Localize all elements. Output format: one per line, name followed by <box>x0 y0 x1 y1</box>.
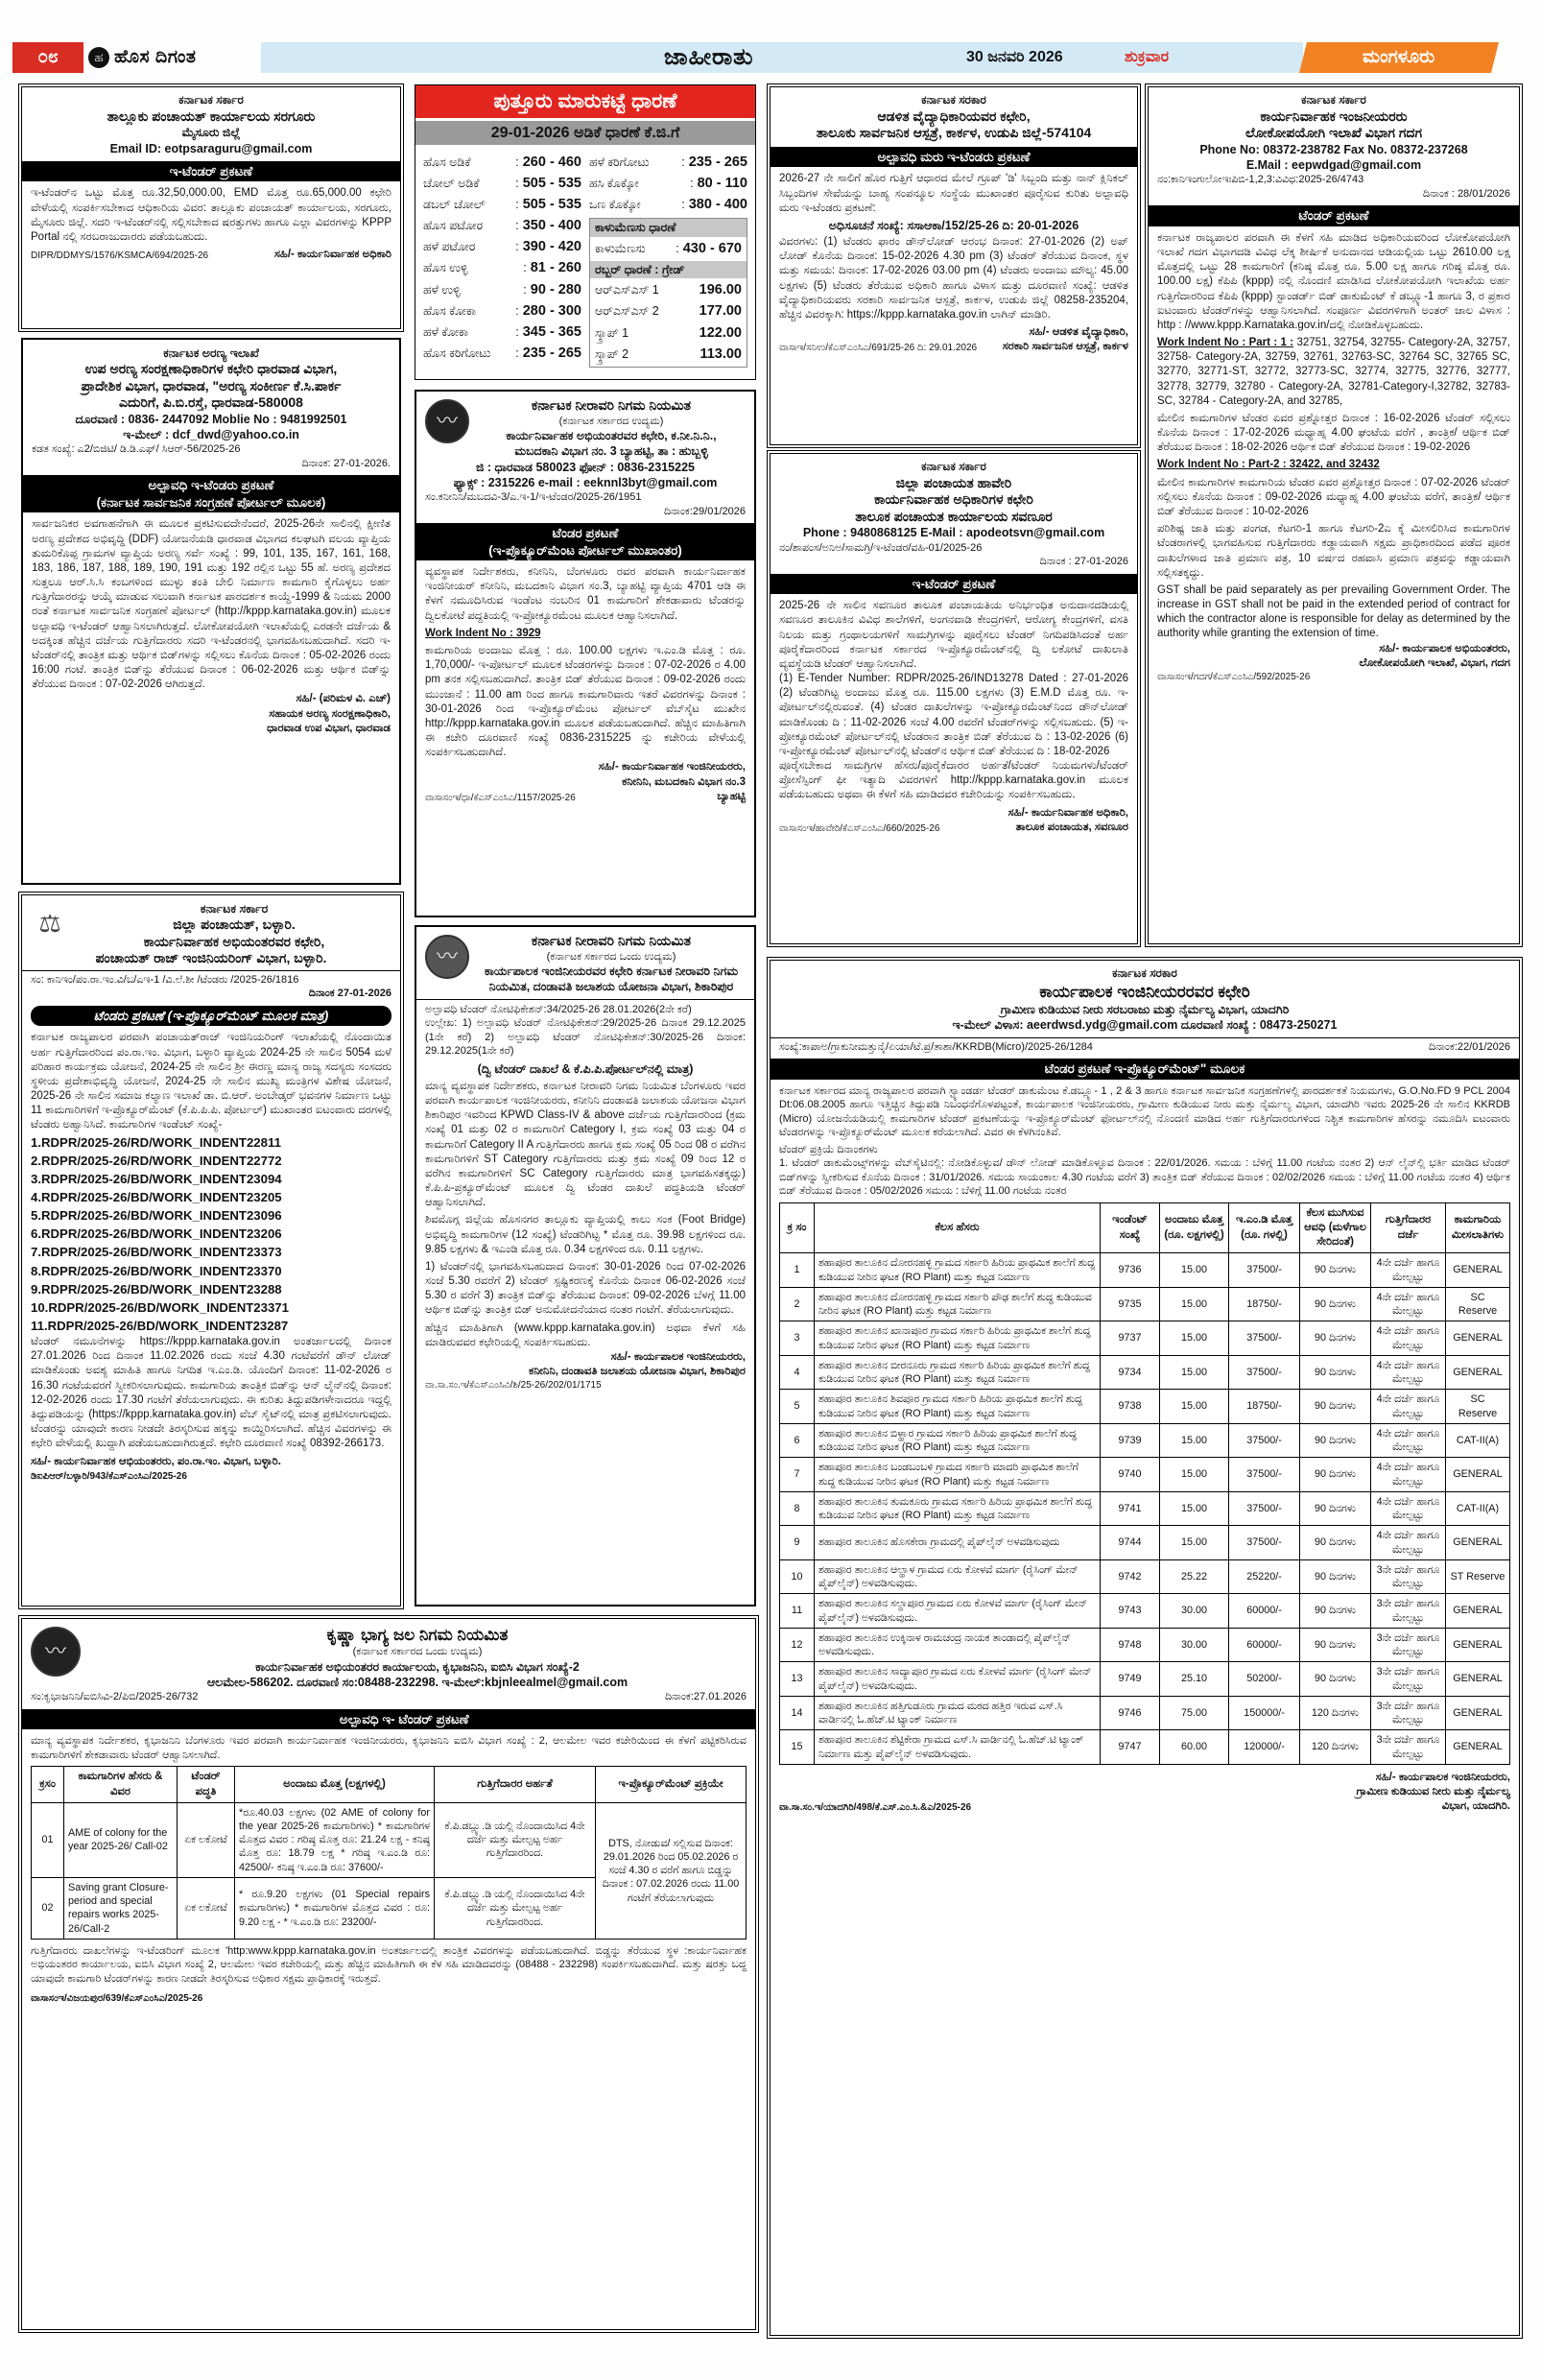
market-row: ಆರ್‌ಎಸ್‌ಎಸ್ 1 196.00 <box>595 282 742 298</box>
market-title: ಪುತ್ತೂರು ಮಾರುಕಟ್ಟೆ ಧಾರಣೆ <box>415 85 755 118</box>
market-row: ಕಾಳುಮೆಣಸು : 430 - 670 <box>590 240 747 258</box>
table-row: 4 ಶಹಾಪೂರ ತಾಲೂಕಿನ ಬೀರನೂರು ಗ್ರಾಮದ ಸರ್ಕಾರಿ ಹಿರಿಯ ಪ್ರಾಥಮಿಕ ಶಾಲೆಗೆ ಶುದ್ಧ ಕುಡಿಯುವ ನೀರಿನ ಘಟಕ (RO Plant) ಮತ್ತು ಕಟ್ಟಡ ನಿರ್ಮಾಣ 9734 15.00 37500/- 90 ದಿನಗಳು 4ನೇ ದರ್ಜೆ ಹಾಗೂ ಮೇಲ್ಪಟ್ಟು GENERAL <box>780 1355 1510 1390</box>
work-indent-item: 8.RDPR/2025-26/BD/WORK_INDENT23370 <box>31 1263 282 1278</box>
work-indent-item: 10.RDPR/2025-26/BD/WORK_INDENT23371 <box>31 1299 289 1315</box>
ref-number2: ವಾ.ಸಾ.ಸಂ.ಇ/ಯಾದಗಿರಿ/498/ಕೆ.ಎಸ್.ಎಂ.ಸಿ.&ಎ/2025-26 <box>779 1802 972 1814</box>
table-row: 7 ಶಹಾಪೂರ ತಾಲೂಕಿನ ಬಂಡಬಂಬಳಿ ಗ್ರಾಮದ ಸರ್ಕಾರಿ ಮಾದರಿ ಪ್ರಾಥಮಿಕ ಶಾಲೆಗೆ ಶುದ್ಧ ಕುಡಿಯುವ ನೀರಿನ ಘಟಕ (RO Plant) ಮತ್ತು ಕಟ್ಟಡ ನಿರ್ಮಾಣ 9740 15.00 37500/- 90 ದಿನಗಳು 4ನೇ ದರ್ಜೆ ಹಾಗೂ ಮೇಲ್ಪಟ್ಟು GENERAL <box>780 1458 1510 1492</box>
pepper-list <box>590 240 747 258</box>
ref-number: ಸಂಖ್ಯೆ:ಕಾಪಾಅ/ಗ್ರಾಕುನೀಮತ್ತುನೈ/ಏಯಾ/ಟೆ.ಪ್ರ/ತಾಶಾ/KKRDB(Micro)/2025-26/1284 <box>779 1040 1093 1053</box>
ref-number: ನಂ/ಶಾಪಂಸ/ಅನಿಅ/ಸಾಮಗ್ರಿ/ಇ-ಟೆಂಡರ/ವಹಿ-01/2025-26 <box>779 541 983 554</box>
header-strip <box>261 42 1303 73</box>
ad-title2: ಕಾರ್ಯನಿರ್ವಾಹಕ ಅಧಿಕಾರಿಗಳ ಕಛೇರಿ <box>874 491 1033 508</box>
ref-number2: ವಾಸಾಸಂಇ/ಗದಗ/ಕೆಎಸ್‌ಎಂಸಿಎ/592/2025-26 <box>1157 671 1311 682</box>
rubber-list <box>590 281 747 364</box>
work-indent-line: Work Indent No : 3929 <box>425 627 541 639</box>
ad-title2: ಕಾರ್ಯನಿರ್ವಾಹಕ ಅಭಿಯಂತರವರ ಕಛೇರಿ, <box>143 933 325 949</box>
ad-subtitle: (ಕರ್ನಾಟಕ ಸರ್ಕಾರದ ಒಂದು ಉದ್ಯಮ) <box>352 1646 483 1658</box>
office-line: ಕಾರ್ಯನಿರ್ವಾಹಕ ಅಭಿಯಂತರರ ಕಾರ್ಯಾಲಯ, ಕೃಭಾಜನಿನಿ, ಐಬಿಸಿ ವಿಭಾಗ ಸಂಖ್ಯೆ-2 <box>255 1659 580 1674</box>
notification-line: ಅಲ್ಪಾವಧಿ ಟೆಂಡರ್ ನೋಟಿಫಿಕೇಶನ್:34/2025-26 28.01.2026(2ನೇ ಕರೆ) <box>416 999 754 1017</box>
ad-kbjnl-almel <box>21 1618 756 2330</box>
market-subtitle: 29-01-2026 ಅಡಿಕೆ ಧಾರಣೆ ಕೆ.ಜಿ.ಗೆ <box>415 121 755 145</box>
work-indent-item: 1.RDPR/2025-26/RD/WORK_INDENT22811 <box>31 1134 281 1150</box>
table-row: 6 ಶಹಾಪೂರ ತಾಲೂಕಿನ ಬಿಳ್ಹಾರ ಗ್ರಾಮದ ಸರ್ಕಾರಿ ಹಿರಿಯ ಪ್ರಾಥಮಿಕ ಶಾಲೆಗೆ ಶುದ್ಧ ಕುಡಿಯುವ ನೀರಿನ ಘಟಕ (RO Plant) ಮತ್ತು ಕಟ್ಟಡ ನಿರ್ಮಾಣ 9739 15.00 37500/- 90 ದಿನಗಳು 4ನೇ ದರ್ಜೆ ಹಾಗೂ ಮೇಲ್ಪಟ್ಟು CAT-II(A) <box>780 1423 1510 1458</box>
address-line2: ಜಿ : ಧಾರವಾಡ 580023 ಫೋನ್ : 0836-2315225 <box>476 460 695 474</box>
notice-bar: ಟೆಂಡರ ಪ್ರಕಟಣೆ (ಇ-ಪ್ರೊಕ್ಯೂರ್‌ಮೆಂಟ ಪೋರ್ಟಲ್ ಮುಖಾಂತರ) <box>416 523 754 560</box>
ad-title: ಕರ್ನಾಟಕ ನೀರಾವರಿ ನಿಗಮ ನಿಯಮಿತ <box>531 933 692 948</box>
ref-number: ವಾಸಾಇ/ಸನಿಉ/ಕೆಎಸ್‌ಎಂಸಿಎ/691/25-26 ದಿ: 29.01.2026 <box>779 343 978 354</box>
ad-forest-dept-dharwad <box>21 338 401 885</box>
ad-title1: ಕಾರ್ಯನಿರ್ವಾಹಕ ಇಂಜನೀಯರರು <box>1260 107 1408 124</box>
work-indent-item: 9.RDPR/2025-26/BD/WORK_INDENT23288 <box>31 1281 282 1297</box>
signature: ಸಹಿ/- ಕಾರ್ಯನಿರ್ವಾಹಕ ಅಧಿಕಾರಿ <box>273 249 391 261</box>
process-title: ಟೆಂಡರ್ ಪ್ರಕ್ರಿಯೆ ದಿನಾಂಕಗಳು <box>779 1143 878 1155</box>
ad-body1: 2025-26 ನೇ ಸಾಲಿನ ಸವಣೂರ ತಾಲೂಕ ಪಂಚಾಯತಿಯ ಅನಿರ್ಭಂಧಿತ ಅನುದಾನದಡಿಯಲ್ಲಿ ಸವಣೂರ ತಾಲೂಕಿನ ವಿವಿಧ ಶಾಲೆಗಳಿಗೆ, ಅಂಗನವಾಡಿ ಕೇಂದ್ರಗಳಿಗೆ, ಆರೋಗ್ಯ ಕೇಂದ್ರಗಳಿಗೆ, ವಸತಿ ನಿಲಯ ಮತ್ತು ಗ್ರಂಥಾಲಯಗಳಿಗೆ ಸಾಮಗ್ರಿಗಳನ್ನು ಪೂರೈಸಲು ಟೆಂಡರ್ ನಿಗದಿಪಡಿಸಿದಂತೆ ಅರ್ಹ ಪೂರೈಕೆದಾರರಿಂದ ಕರ್ನಾಟಕ ಸರ್ಕಾರದ ಇ-ಪ್ರೊಕ್ಯೂರಮೆಂಟ್‌ನಲ್ಲಿ ದ್ವಿ ಲಕೋಟೆ ದಾಖಲಾತಿ ವ್ಯವಸ್ಥೆಯಡಿ ಟೆಂಡರ್ ಆಹ್ವಾನಿಸಲಾಗಿದೆ. <box>779 600 1128 670</box>
ref-number2: ವಾಸಾಸಂಇ/ವಿಜಯಪುರ/639/ಕೆಎಸ್‌ಎಂಸಿಎ/2025-26 <box>31 1992 203 2004</box>
ad-saragur-taluk-panchayat <box>21 86 401 329</box>
address-line1: ಮಬದಕಾನಿ ವಿಭಾಗ ನಂ. 3 ಬ್ಯಾಹಟ್ಟಿ, ತಾ : ಹುಬ್ಬಳ್ಳಿ <box>514 444 708 459</box>
market-row: ಒಣ ಕೊಕ್ಕೋ : 380 - 400 <box>589 196 747 214</box>
market-row: ಡಬಲ್ ಚೋಲ್ : 505 - 535 <box>423 196 581 214</box>
ad-title2: ಗ್ರಾಮೀಣ ಕುಡಿಯುವ ನೀರು ಸರಬರಾಜು ಮತ್ತು ನೈರ್ಮಲ್ಯ ವಿಭಾಗ, ಯಾದಗಿರಿ <box>1000 1003 1290 1017</box>
work-indent-item: 11.RDPR/2025-26/BD/WORK_INDENT23287 <box>31 1318 289 1333</box>
ref-number: DIPR/DDMYS/1576/KSMCA/694/2025-26 <box>31 250 209 262</box>
table-row: 5 ಶಹಾಪೂರ ತಾಲೂಕಿನ ಶಿವಪೂರ ಗ್ರಾಮದ ಸರ್ಕಾರಿ ಹಿರಿಯ ಪ್ರಾಥಮಿಕ ಶಾಲೆಗೆ ಶುದ್ಧ ಕುಡಿಯುವ ನೀರಿನ ಘಟಕ (RO Plant) ಮತ್ತು ಕಟ್ಟಡ ನಿರ್ಮಾಣ 9738 15.00 18750/- 90 ದಿನಗಳು 4ನೇ ದರ್ಜೆ ಹಾಗೂ ಮೇಲ್ಪಟ್ಟು SC Reserve <box>780 1390 1510 1424</box>
ref-number3: ವಾ.ಸಾ.ಸಂ.ಇ/ಕೆಎಸ್‌ಎಂಸಿವಿ/ಶಿ/25-26/202/01/1715 <box>425 1380 602 1392</box>
ad-body2: ಪರಿಶಿಷ್ಟ ಜಾತಿ ಮತ್ತು ಪಂಗಡ, ಕೆಟಗರಿ-1 ಹಾಗೂ ಕೆಟಗರಿ-2ಎ ಕ್ಕೆ ಮೀಸಲಿರಿಸಿದ ಕಾಮಗಾರಿಗಳ ಟೆಂಡರಾಗಳಲ್ಲಿ ಭಾಗವಹಿಸುವ ಗುತ್ತಿಗೆದಾರರು ಕಡ್ಡಾಯವಾಗಿ ಸಕ್ಷಮ ಪ್ರಾಧಿಕಾರದಿಂದ ಪಡೆದ ಪೂರಕ ದಾಖಲೆಗಳಾದ ಜಾತಿ ಪ್ರಮಾಣ ಪತ್ರ, 10 ವರ್ಷದ ರಹವಾಸಿ ಪ್ರಮಾಣ ಪತ್ರವನ್ನು ಕಡ್ಡಾಯವಾಗಿ ಸಲ್ಲಿಸತಕ್ಕದ್ದು. <box>1157 523 1510 579</box>
ad-taluk-panchayat-savanur <box>770 453 1138 944</box>
ad-title1: ಜಿಲ್ಲಾ ಪಂಚಾಯತ ಹಾವೇರಿ <box>895 474 1012 490</box>
email-line: Email ID: eotpsaraguru@gmail.com <box>109 141 313 155</box>
table-row: 2 ಶಹಾಪೂರ ತಾಲೂಕಿನ ದೋರನಹಳ್ಳಿ ಗ್ರಾಮದ ಸರ್ಕಾರಿ ಪೌಢ ಶಾಲೆಗೆ ಶುದ್ಧ ಕುಡಿಯುವ ನೀರಿನ ಘಟಕ (RO Plant) ಮತ್ತು ಕಟ್ಟಡ ನಿರ್ಮಾಣ 9735 15.00 18750/- 90 ದಿನಗಳು 4ನೇ ದರ್ಜೆ ಹಾಗೂ ಮೇಲ್ಪಟ್ಟು SC Reserve <box>780 1287 1510 1321</box>
ad-rdwsd-yadgir <box>770 960 1520 2336</box>
work-indent-item: 3.RDPR/2025-26/BD/WORK_INDENT23094 <box>31 1171 282 1186</box>
section-title: ಜಾಹೀರಾತು <box>664 44 754 70</box>
ad-title: ಕರ್ನಾಟಕ ನೀರಾವರಿ ನಿಗಮ ನಿಯಮಿತ <box>531 397 692 413</box>
signature: ಸಹಿ/- ಕಾರ್ಯಪಾಲಕ ಇಂಜಿನೀಯರರು, ಗ್ರಾಮೀಣ ಕುಡಿಯುವ ನೀರು ಮತ್ತು ನೈರ್ಮಲ್ಯ ವಿಭಾಗ, ಯಾದಗಿರಿ. <box>1356 1771 1510 1813</box>
karnataka-emblem-icon: ⚖ <box>38 908 61 938</box>
ad-title: ತಾಲ್ಲೂಕು ಪಂಚಾಯತ್ ಕಾರ್ಯಾಲಯ ಸರಗೂರು <box>107 107 316 124</box>
email-line: ಇ-ಮೇಲ್ ವಿಳಾಸ: aeerdwsd.ydg@gmail.com ದೂರವಾಣಿ ಸಂಖ್ಯೆ : 08473-250271 <box>952 1018 1338 1033</box>
market-row: ಸ್ಕ್ರಾಪ್ 1 122.00 <box>595 324 742 341</box>
phone-line: ದೂರವಾಣಿ : 0836- 2447092 Moblie No : 9481992501 <box>75 412 347 426</box>
email-line: E.Mail : eepwdgad@gmail.com <box>1245 158 1422 173</box>
work-indent-item: 6.RDPR/2025-26/BD/WORK_INDENT23206 <box>31 1226 282 1242</box>
works-table <box>779 1202 1510 1765</box>
ad-subtitle: ಮೈಸೂರು ಜಿಲ್ಲೆ <box>181 126 241 140</box>
date-line: ದಿನಾಂಕ:22/01/2026 <box>1428 1040 1510 1053</box>
ref-number2: ವಾಸಾಸಂಇ/ಹಾವೇರಿ/ಕೆಎಸ್‌ಎಂಸಿಎ/660/2025-26 <box>779 822 940 834</box>
market-row: ಹೊಸ ಪಟೋರ : 350 - 400 <box>423 217 581 235</box>
ad-puttur-market-rates <box>415 84 756 380</box>
ref-number2: ಡಿಐಪಿಆರ್/ಬಳ್ಳಾರಿ/943/ಕೆಎಸ್‌ಎಂಸಿಎ/2025-26 <box>31 1470 187 1482</box>
govt-line: ಕರ್ನಾಟಕ ಸರಕಾರ <box>921 93 986 107</box>
issue-day: ಶುಕ್ರವಾರ <box>1125 49 1170 65</box>
market-row: ಆರ್‌ಎಸ್‌ಎಸ್ 2 177.00 <box>595 303 742 320</box>
works-table <box>31 1766 747 1940</box>
gst-note: GST shall be paid separately as per prevailing Government Order. The increase in GST shall not be paid in the extended period of contract for which the contractor alone is responsible for delay as determined by the authority while granting the extension of time. <box>1157 583 1510 640</box>
ad-intro: ಮಾನ್ಯ ವ್ಯವಸ್ಥಾಪಕ ನಿರ್ದೇಶಕರ, ಕೃಭಾಜನಿನಿ ಬೆಂಗಳೂರು ಇವರ ಪರವಾಗಿ ಕಾರ್ಯನಿರ್ವಾಹಕ ಇಂಜಿನೀಯರರು, ಕೃಭಾಜನಿನಿ ಐಬಿಸಿ ವಿಭಾಗ ಸಂಖ್ಯೆ : 2, ಆಲಮೇಲ ಇವರ ಕಚೇರಿಯಿಂದ ಈ ಕೆಳಗೆ ಪಟ್ಟಿಕರಿಸಿರುವ ಕಾಮಗಾರಿಗಳಿಗೆ ಶೇಕಡಾವಾರು ಟೆಂಡರ್ ಆಹ್ವಾನಿಸಲಾಗಿದೆ. <box>31 1735 747 1761</box>
market-row: ಹೊಸ ಉಳ್ಳಿ : 81 - 260 <box>423 259 581 277</box>
date-line: ದಿನಾಂಕ : 28/01/2026 <box>1422 187 1510 200</box>
knnl-logo-icon: 〰 <box>425 399 469 443</box>
page-number: ೦೮ <box>12 42 83 73</box>
market-row: ಹಳೆ ಉಳ್ಳಿ : 90 - 280 <box>423 281 581 299</box>
ref-number: ಸಂ:ಕೃಭಾಜನಿನಿ/ಐಬಿಸಿವಿ-2/ಪಿಬಿ/2025-26/732 <box>31 1691 199 1703</box>
ad-title: ಕೃಷ್ಣಾ ಭಾಗ್ಯ ಜಲ ನಿಗಮ ನಿಯಮಿತ <box>326 1626 509 1644</box>
date-line: ದಿನಾಂಕ: 27-01-2026. <box>301 457 391 469</box>
signature: ಸಹಿ/- ಕಾರ್ಯಪಾಲಕ ಇಂಜಿನೀಯರರು, ಕನೀನಿನಿ, ದಂಡಾವತಿ ಜಲಾಶಯ ಯೋಜನಾ ವಿಭಾಗ, ಶಿಕಾರಿಪುರ <box>529 1350 746 1378</box>
fax-email-line: ಫ್ಯಾಕ್ಸ್ : 2315226 e-mail : eeknnl3byt@gmail.com <box>453 475 718 489</box>
pepper-box <box>589 218 747 368</box>
address-line: ಆಲಮೇಲ-586202. ದೂರವಾಣಿ ಸಂ:08488-232298. ಇ-ಮೇಲ್:kbjnleealmel@gmail.com <box>206 1676 628 1690</box>
ad-body3: ಪೂರೈಸಬೇಕಾದ ಸಾಮಗ್ರಿಗಳ ಹೆಸರು/ಪೂರೈಕೆದಾರರ ಅರ್ಹತೆ/ಟೆಂಡರ್ ನಿಯಮಗಳು/ಟೆಂಡರ್ ಪ್ರೋಸೆಸ್ಸಿಂಗ್ ಫೀ ಇತ್ಯಾದಿ ವಿವರಗಳಿಗೆ http://kppp.karnataka.gov.in ಮೂಲಕ ಪಡೆಯಬಹುದು ಅಥವಾ ಈ ಕೆಳಗೆ ಸಹಿ ಮಾಡಿದವರ ಕಚೇರಿಯನ್ನು ಸಂಪರ್ಕಿಸಬಹುದು. <box>779 760 1128 801</box>
notice-bar: ಟೆಂಡರ್ ಪ್ರಕಟಣೆ <box>1149 205 1519 226</box>
ad-body2: ವಿವರಗಳು: (1) ಟೆಂಡರು ಫಾರಂ ಡೌನ್‌ಲೋಡ್ ಆರಂಭ ದಿನಾಂಕ: 27-01-2026 (2) ಅಪ್ ಲೋಡ್ ಕೊನೆಯ ದಿನಾಂಕ: 15-02-2026 4.30 pm (3) ಟೆಂಡರ್ ತೆರೆಯುವ ದಿನಾಂಕ, ಸ್ಥಳ ಮತ್ತು ಸಮಯ: ದಿನಾಂಕ: 17-02-2026 03.00 pm (4) ಟೆಂಡರು ಅಂದಾಜು ಮೌಲ್ಯ: 45.00 ಲಕ್ಷಗಳು (5) ಟೆಂಡರು ತೆರೆಯುವ ಅಧಿಕಾರಿ ಹಾಗೂ ವಿಳಾಸ ಮತ್ತು ದೂರವಾಣಿ ಸಂಖ್ಯೆ: ಆಡಳಿತ ವೈದ್ಯಾಧಿಕಾರಿಯವರು ಸರಕಾರಿ ಸಾರ್ವಜನಿಕ ಆಸ್ಪತ್ರೆ, ಕಾರ್ಕಳ, ಉಡುಪಿ ಜಿಲ್ಲೆ 08258-235204, ಹೆಚ್ಚಿನ ವಿವರಕ್ಕಾಗಿ: https://kppp.karnataka.gov.in ಲಾಗಿನ್ ಮಾಡಿರಿ. <box>779 236 1128 321</box>
notice-bar: ಇ-ಟೆಂಡರ್ ಪ್ರಕಟಣೆ <box>22 161 400 182</box>
market-left-list <box>423 151 581 368</box>
table-row: 14 ಶಹಾಪೂರ ತಾಲೂಕಿನ ಹತ್ತಿಗುಡೂರು ಗ್ರಾಮದ ಮಠದ ಹತ್ತಿರ ಇರುವ ಎಸ್.ಸಿ ವಾರ್ಡಿನಲ್ಲಿ ಓ.ಹೆಚ್.ಟಿ ಟ್ಯಾಂಕ್ ನಿರ್ಮಾಣ 9746 75.00 150000/- 120 ದಿನಗಳು 3ನೇ ದರ್ಜೆ ಹಾಗೂ ಮೇಲ್ಪಟ್ಟು GENERAL <box>780 1696 1510 1730</box>
work-indent-item: 2.RDPR/2025-26/RD/WORK_INDENT22772 <box>31 1153 282 1168</box>
ad-pwd-gadag <box>1148 86 1520 944</box>
signature: ಸಹಿ/- ಕಾರ್ಯನಿರ್ವಾಹಕ ಇಂಜಿನೀಯರರು, ಕನೀನಿನಿ, ಮಬದಕಾನಿ ವಿಭಾಗ ನಂ.3 <box>598 761 746 788</box>
work-indent-part2: Work Indent No : Part-2 : 32422, and 32432 <box>1157 459 1380 471</box>
market-row: ಹೊಸ ಕೋಕಾ : 280 - 300 <box>423 302 581 321</box>
market-right-list <box>589 154 747 214</box>
ad-subtitle: (ಕರ್ನಾಟಕ ಸರ್ಕಾರದ ಒಂದು ಉದ್ಯಮ) <box>546 950 676 963</box>
ad-body: ಸಾರ್ವಜನಿಕರ ಅವಗಾಹನೆಗಾಗಿ ಈ ಮೂಲಕ ಪ್ರಕಟಿಸುವದೇನೆಂದರೆ, 2025-26ನೇ ಸಾಲಿನಲ್ಲಿ ಕ್ಷೀಣಿತ ಅರಣ್ಯ ಪ್ರದೇಶದ ಅಭಿವೃದ್ಧಿ (DDF) ಯೋಜನೆಯಡಿ ಧಾರವಾಡ ವಿಭಾಗದ ಕಲಘಟಗಿ ವಲಯ ವ್ಯಾಪ್ತಿಯ ತುಮರಿಕೊಪ್ಪ ಗ್ರಾಮಗಳ ವ್ಯಾಪ್ತಿಯ ಅರಣ್ಯ ಸರ್ವೆ ಸಂಖ್ಯೆ : 99, 101, 135, 167, 161, 168, 183, 186, 187, 188, 189, 190, 191 ಮತ್ತು 192 ರಲ್ಲಿನ ಒಟ್ಟು 55 ಹೆ. ಅರಣ್ಯ ಪ್ರದೇಶದ ಸುತ್ತಲೂ ಆರ್.ಸಿ.ಸಿ ಕಂಬಗಳಿಂದ ಮುಳ್ಳು ತಂತಿ ಬೇಲಿ ನಿರ್ಮಾಣ ಕಾಮಗಾರಿ ಕೈಗೊಳ್ಳಲು ಅರ್ಹ ಗುತ್ತಿಗೆದಾರರನ್ನು ಆಯ್ಕೆ ಮಾಡುವ ಸಲುವಾಗಿ ಕರ್ನಾಟಕ ಪಾರದರ್ಶಕ ಕಾಯ್ದೆ-1999 & ನಿಯಮ 2000 ರಂತೆ ಕರ್ನಾಟಕ ಸಾರ್ವಜನಿಕ ಸಂಗ್ರಹಣೆ ಪೋರ್ಟಲ್ (http://kppp.karnataka.gov.in) ಮೂಲಕ ಅಲ್ಪಾವಧಿ ಇ-ಟೆಂಡರ್ ಆಹ್ವಾನಿಸಲಾಗಿರುತ್ತದೆ. ಲೋಕೋಪಯೋಗಿ ಇಲಾಖೆಯಲ್ಲಿ ಎರಡನೇ ದರ್ಜೆಯ & ಅದಕ್ಕಿಂತ ಹೆಚ್ಚಿನ ದರ್ಜೆಯ ಗುತ್ತಿಗೆದಾರರು ಸದರಿ ಇ-ಟೆಂಡರನಲ್ಲಿ ಭಾಗವಹಿಸಬಹುದಾಗಿದೆ. ಸದರಿ ಇ-ಟೆಂಡರ್‌ನಲ್ಲಿ ತಾಂತ್ರಿಕ ಮತ್ತು ಆರ್ಥಿಕ ಬಿಡ್‌ಗಳನ್ನು ಸಲ್ಲಿಸಲು ಕೊನೆಯ ದಿನಾಂಕ : 05-02-2026 ರಂದು 16:00 ಗಂಟೆ. ತಾಂತ್ರಿಕ ಬಿಡ್‌ನ್ನು ತೆರೆಯುವ ದಿನಾಂಕ : 06-02-2026 ಮತ್ತು ಆರ್ಥಿಕ ಬಿಡ್‌ನ್ನು ತೆರೆಯುವ ದಿನಾಂಕ : 07-02-2026 ಆಗಿರುತ್ತದೆ. <box>32 518 391 691</box>
market-row: ಸ್ಕ್ರಾಪ್ 2 113.00 <box>595 345 742 362</box>
table-row: 1 ಶಹಾಪೂರ ತಾಲೂಕಿನ ದೋರನಹಳ್ಳಿ ಗ್ರಾಮದ ಸರ್ಕಾರಿ ಹಿರಿಯ ಪ್ರಾಥಮಿಕ ಶಾಲೆಗೆ ಶುದ್ಧ ಕುಡಿಯುವ ನೀರಿನ ಘಟಕ (RO Plant) ಮತ್ತು ಕಟ್ಟಡ ನಿರ್ಮಾಣ 9736 15.00 37500/- 90 ದಿನಗಳು 4ನೇ ದರ್ಜೆ ಹಾಗೂ ಮೇಲ್ಪಟ್ಟು GENERAL <box>780 1253 1510 1288</box>
works-table-body <box>780 1253 1510 1765</box>
ref-number: ಸಂ: ಕಾನಿಇಂ/ಪಂ.ರಾ.ಇಂ.ವಿ/ಬ/ಎಇ-1 /ವಿ.ಲೆ.ಶೀ /ಟೆಂಡರು /2025-26/1816 <box>22 970 400 988</box>
table-row: 02 Saving grant Closure-period and special repairs works 2025-26/Call-2 ಏಕ ಲಕೋಟೆ * ರೂ.9.20 ಲಕ್ಷಗಳು (01 Special repairs ಕಾಮಗಾರಿಗಳು) * ಕಾಮಗಾರಿಗಳ ಮೊತ್ತದ ವಿವರ : ರೂ: 9.20 ಲಕ್ಷ - * ಇ.ಎಂ.ಡಿ ರೂ: 23200/- ಕೆ.ಪಿ.ಡಬ್ಲ್ಯು.ಡಿ ಯಲ್ಲಿ ನೊಂದಾಯಿಸಿದ 4ನೇ ದರ್ಜೆ ಮತ್ತು ಮೇಲ್ಪಟ್ಟ ಅರ್ಹ ಗುತ್ತಿಗೆದಾರರಿಂದ. <box>32 1877 747 1939</box>
ad-footer: ಗುತ್ತಿಗೆದಾರರು ದಾಖಲೆಗಳನ್ನು ಇ-ಟೆಂಡರಿಂಗ್ ಮೂಲಕ 'http:www.kppp.karnataka.gov.in ಅಂತರ್ಜಾಲದಲ್ಲಿ ತಾಂತ್ರಿಕ ವಿವರಗಳನ್ನು ಪಡೆಯಬಹುದಾಗಿದೆ. ಬಿಡ್ಡನ್ನು ತೆರೆಯುವ ಸ್ಥಳ :ಕಾರ್ಯನಿರ್ವಾಹಕ ಅಭಿಯಂತರರ ಕಾರ್ಯಾಲಯ, ಐಬಿಸಿ ವಿಭಾಗ ಸಂಖ್ಯೆ 2, ಆಲಮೇಲ ಇವರ ಕಚೇರಿಯಲ್ಲಿ ಮತ್ತು ಹೆಚ್ಚಿನ ಮಾಹಿತಿಗಾಗಿ ಈ ಕೆಳ ಸಹಿ ಮಾಡಿದವರನ್ನು (08488 - 232298) ಸಂಪರ್ಕಿಸಬಹುದಾಗಿದೆ. ಮತ್ತು ಷರತ್ತು ಬದ್ಧ ಯಾವುದೇ ಕಾಮಗಾರಿ ಟೆಂಡರ್‌ಗಳನ್ನು ಕಾರಣ ನೀಡದೇ ತಿರಸ್ಕರಿಸುವ ಅಧಿಕಾರ ಸಕ್ಷಮ ಪ್ರಾಧಿಕಾರಕ್ಕೆ ಇರುತ್ತದೆ. <box>31 1944 747 1985</box>
market-row: ಹಸಿ ಕೊಕ್ಕೋ : 80 - 110 <box>589 175 747 193</box>
ad-body1: 2026-27 ನೇ ಸಾಲಿಗೆ ಹೊರ ಗುತ್ತಿಗೆ ಆಧಾರದ ಮೇಲೆ ಗ್ರೂಪ್ 'ಡಿ' ಸಿಬ್ಬಂದಿ ಮತ್ತು ನಾನ್ ಕ್ಲಿನಿಕಲ್ ಸಿಬ್ಬಂದಿಗಳ ಸೇವೆಯನ್ನು ಬಾಹ್ಯ ಸಂಪನ್ಮೂಲ ಸಂಸ್ಥೆಯ ಮುಖಾಂತರ ಪೂರೈಸುವ ಕುರಿತು ಅಲ್ಪಾವಧಿ ಮರು ಇ-ಟೆಂಡರು ಪ್ರಕಟಣೆ: <box>779 173 1128 214</box>
office-line1: ಕಾರ್ಯಪಾಲಕ ಇಂಜಿನೀಯರವರ ಕಛೇರಿ ಕರ್ನಾಟಕ ನೀರಾವರಿ ನಿಗಮ <box>484 964 739 979</box>
table-row: 01 AME of colony for the year 2025-26/ Call-02 ಏಕ ಲಕೋಟೆ *ರೂ.40.03 ಲಕ್ಷಗಳು (02 AME of colony for the year 2025-26 ಕಾಮಗಾರಿಗಳು) * ಕಾಮಗಾರಿಗಳ ಮೊತ್ತದ ವಿವರ : ಗರಿಷ್ಠ ಮೊತ್ತ ರೂ: 21.24 ಲಕ್ಷ - ಕನಿಷ್ಠ ಮೊತ್ತ ರೂ: 18.79 ಲಕ್ಷ * ಗರಿಷ್ಠ ಇ.ಎಂ.ಡಿ ರೂ: 42500/- ಕನಿಷ್ಠ ಇ.ಎಂ.ಡಿ ರೂ: 37600/- ಕೆ.ಪಿ.ಡಬ್ಲ್ಯು.ಡಿ ಯಲ್ಲಿ ನೊಂದಾಯಿಸಿದ 4ನೇ ದರ್ಜೆ ಮತ್ತು ಮೇಲ್ಪಟ್ಟ ಅರ್ಹ ಗುತ್ತಿಗೆದಾರರಿಂದ. DTS, ನೋಡುವ/ ಸಲ್ಲಿಸುವ ದಿನಾಂಕ: 29.01.2026 ರಿಂದ 05.02.2026 ರ ಸಂಜೆ 4.30 ರ ವರೆಗೆ ಹಾಗೂ ಬಿಡ್ಡನ್ನು ದಿನಾಂಕ : 07.02.2026 ರಂದು 11.00 ಗಂಟೆಗೆ ತೆರೆಯಲಾಗುವುದು <box>32 1802 747 1877</box>
date-line: ದಿನಾಂಕ:27.01.2026 <box>664 1691 747 1703</box>
ref-number: ಸಂ.ಕನೀನಿನಿ/ಮಬದವಿ-3/ಎ.ಇ-1/ಇ-ಟೆಂಡರ/2025-26/1951 <box>425 491 642 504</box>
reference-line: ಉಲ್ಲೇಖ: 1) ಅಲ್ಪಾವಧಿ ಟೆಂಡರ್ ನೋಟಿಫಿಕೇಶನ್:29/2025-26 ದಿನಾಂಕ 29.12.2025 (1ನೇ ಕರೆ) 2) ಅಲ್ಪಾವಧಿ ಟೆಂಡರ್ ನೋಟಿಫಿಕೇಶನ್:30/2025-26 ದಿನಾಂಕ: 29.12.2025(1ನೇ ಕರೆ) <box>425 1017 746 1058</box>
table-row: 3 ಶಹಾಪೂರ ತಾಲೂಕಿನ ಖಾನಾಪೂರ ಗ್ರಾಮದ ಸರ್ಕಾರಿ ಹಿರಿಯ ಪ್ರಾಥಮಿಕ ಶಾಲೆಗೆ ಶುದ್ಧ ಕುಡಿಯುವ ನೀರಿನ ಘಟಕ (RO Plant) ಮತ್ತು ಕಟ್ಟಡ ನಿರ್ಮಾಣ 9737 15.00 37500/- 90 ದಿನಗಳು 4ನೇ ದರ್ಜೆ ಹಾಗೂ ಮೇಲ್ಪಟ್ಟು GENERAL <box>780 1321 1510 1356</box>
work-indent-item: 5.RDPR/2025-26/BD/WORK_INDENT23096 <box>31 1208 282 1224</box>
work-indent-item: 7.RDPR/2025-26/BD/WORK_INDENT23373 <box>31 1245 282 1260</box>
masthead <box>88 42 261 73</box>
ad-body2: ಶಿವಮೊಗ್ಗ ಜಿಲ್ಲೆಯ ಹೊಸನಗರ ತಾಲ್ಲೂಕು ವ್ಯಾಪ್ತಿಯಲ್ಲಿ ಕಾಲು ಸಂಕ (Foot Bridge) ಅಭಿವೃದ್ಧಿ ಕಾಮಗಾರಿಗಳ (12 ಸಂಖ್ಯೆ) ಟೆಂಡರಿಗಿಟ್ಟ * ಮೊತ್ತ ರೂ. 39.98 ಲಕ್ಷಗಳಿಂದ ರೂ. 9.85 ಲಕ್ಷಗಳು & ಇಎಂಡಿ ಮೊತ್ತ ರೂ. 0.34 ಲಕ್ಷಗಳಿಂದ ರೂ. 0.11 ಲಕ್ಷಗಳು. <box>425 1214 746 1255</box>
pepper-header: ಕಾಳುಮೆಣಸು ಧಾರಣೆ <box>590 219 747 237</box>
signature: ಸಹಿ/- (ಪರಿಮಳ ವಿ. ಎಚ್) ಸಹಾಯಕ ಅರಣ್ಯ ಸಂರಕ್ಷಣಾಧಿಕಾರಿ, ಧಾರವಾಡ ಉಪ ವಿಭಾಗ, ಧಾರವಾಡ <box>266 693 391 734</box>
ad-title: ಉಪ ಅರಣ್ಯ ಸಂರಕ್ಷಣಾಧಿಕಾರಿಗಳ ಕಛೇರಿ ಧಾರವಾಡ ವಿಭಾಗ, <box>84 361 338 377</box>
page-header <box>0 42 1541 73</box>
table-header-row: ಕ್ರ ಸಂ ಕೆಲಸ ಹೆಸರು ಇಂಡೆಂಟ್ ಸಂಖ್ಯೆ ಅಂದಾಜು ಮೊತ್ತ (ರೂ. ಲಕ್ಷಗಳಲ್ಲಿ) ಇ.ಎಂ.ಡಿ ಮೊತ್ತ (ರೂ. ಗಳಲ್ಲಿ) ಕೆಲಸ ಮುಗಿಸುವ ಆವಧಿ (ಮಳೆಗಾಲ ಸೇರಿದಂತೆ) ಗುತ್ತಿಗೆದಾರರ ದರ್ಜೆ ಕಾಮಗಾರಿಯ ಮೀಸಲಾತಿಗಳು <box>780 1202 1510 1253</box>
table-row: 10 ಶಹಾಪೂರ ತಾಲೂಕಿನ ಆಲ್ಹಾಳ ಗ್ರಾಮದ ಏರು ಕೋಳವೆ ಮಾರ್ಗ (ರೈಸಿಂಗ್ ಮೇನ್ ಪೈಪ್‌ಲೈನ್) ಅಳವಡಿಸುವುದು. 9742 25.22 25220/- 90 ದಿನಗಳು 3ನೇ ದರ್ಜೆ ಹಾಗೂ ಮೇಲ್ಪಟ್ಟು ST Reserve <box>780 1559 1510 1594</box>
govt-line: ಕರ್ನಾಟಕ ಸರಕಾರ <box>1112 966 1177 980</box>
signature: ಸಹಿ/- ಕಾರ್ಯನಿರ್ವಾಹಕ ಆಭಿಯಂತರರು, ಪಂ.ರಾ.ಇಂ. ವಿಭಾಗ, ಬಳ್ಳಾರಿ. <box>31 1456 281 1468</box>
market-row: ಹಳೆ ಕರಿಗೋಟು : 235 - 265 <box>589 154 747 172</box>
ad-body4: ಹೆಚ್ಚಿನ ಮಾಹಿತಿಗಾಗಿ (www.kppp.karnataka.gov.in) ಅಥವಾ ಕೆಳಗೆ ಸಹಿ ಮಾಡಿರುವವರ ಕಛೇರಿಯಲ್ಲಿ ಸಂಪರ್ಕಿಸಬಹುದು. <box>425 1321 746 1348</box>
ad-body: ಇ-ಟೆಂಡರ್‌ನ ಒಟ್ಟು ಮೊತ್ತ ರೂ.32,50,000.00, EMD ಮೊತ್ತ ರೂ.65,000.00 ಕಛೇರಿ ವೇಳೆಯಲ್ಲಿ ಸಂಪರ್ಕಿಸಬೇಕಾದ ಆಧಿಕಾರಿಯ ವಿವರ: ತಾಲ್ಲೂಕು ಪಂಚಾಯತ್ ಕಾರ್ಯಾಲಯ, ಸರಗೂರು, ಮೈಸೂರು ಜಿಲ್ಲೆ. ಸದರಿ ಇ-ಟೆಂಡರ್‌ನಲ್ಲಿ ಸಲ್ಲಿಸಬೇಕಾದ ಷರತ್ತುಗಳು ಹಾಗೂ ಎಲ್ಲಾ ವಿವರಗಳನ್ನು KPPP Portal ನಲ್ಲಿ ಸರಬರಾಜುದಾರರು ಪಡೆಯಬಹುದು. <box>31 187 391 243</box>
ad-title: ಆಡಳಿತ ವೈದ್ಯಾಧಿಕಾರಿಯವರ ಕಛೇರಿ, <box>877 107 1031 124</box>
notice-bar: ಟೆಂಡರು ಪ್ರಕಟಣೆ (ಇ-ಪ್ರೊಕ್ಯೂರ್‌ಮೆಂಟ್ ಮೂಲಕ ಮಾತ್ರ) <box>31 1006 391 1027</box>
govt-line: ಕರ್ನಾಟಕ ಸರ್ಕಾರ <box>200 902 269 916</box>
signature: ಸಹಿ/- ಆಡಳಿತ ವೈದ್ಯಾಧಿಕಾರಿ, ಸರಕಾರಿ ಸಾರ್ವಜನಿಕ ಆಸ್ಪತ್ರೆ, ಕಾರ್ಕಳ <box>1002 326 1128 353</box>
notice-bar: ಅಲ್ಪಾವಧಿ ಇ-ಟೆಂಡರು ಪ್ರಕಟಣೆ (ಕರ್ನಾಟಕ ಸಾರ್ವಜನಿಕ ಸಂಗ್ರಹಣೆ ಪೋರ್ಟಲ್ ಮೂಲಕ) <box>23 475 399 512</box>
table-header-row: ಕ್ರಸಂ ಕಾಮಗಾರಿಗಳ ಹೆಸರು & ವಿವರ ಟೆಂಡರ್ ಪದ್ಧತಿ ಅಂದಾಜು ಮೊತ್ತ (ಲಕ್ಷಗಳಲ್ಲಿ) ಗುತ್ತಿಗೆದಾರರ ಅರ್ಹತೆ ಇ-ಪ್ರೊಕ್ಯೂರ್‌ಮೆಂಟ್ ಪ್ರಕ್ರಿಯೇ <box>32 1767 747 1802</box>
work-indent-list <box>31 1133 391 1336</box>
office-line: ಕಾರ್ಯನಿರ್ವಾಹಕ ಅಭಿಯಂತರವರ ಕಛೇರಿ, ಕ.ನೀ.ನಿ.ನಿ., <box>506 429 717 443</box>
notice-bar: ಅಲ್ಪಾವಧಿ ಇ- ಟೆಂಡರ್ ಪ್ರಕಟಣೆ <box>22 1709 755 1730</box>
ad-zilla-panchayat-ballari <box>21 894 401 1606</box>
part1-dates: ಮೇಲಿನ ಕಾಮಗಾರಿಗಳ ಟೆಂಡರ ಏವರ ಪ್ರಶ್ನೋತ್ತರ ದಿನಾಂಕ : 16-02-2026 ಟೆಂಡರ್ ಸಲ್ಲಿಸಲು ಕೊನೆಯ ದಿನಾಂಕ : 17-02-2026 ಮಧ್ಯಾಹ್ನ 4.00 ಘಂಟೆಯ ವರೆಗೆ , ತಾಂತ್ರಿಕ/ ಆರ್ಥಿಕ ಬಿಡ್ ತೆರೆಯುವ ದಿನಾಂಕ : 18-02-2026 ಆರ್ಥಿಕ ಬಿಡ್ ತೆರೆಯುವ ದಿನಾಂಕ : 19-02-2026 <box>1157 412 1510 454</box>
table-row: 13 ಶಹಾಪೂರ ತಾಲೂಕಿನ ಸಾದ್ಯಾಪೂರ ಗ್ರಾಮದ ಏರು ಕೋಳವೆ ಮಾರ್ಗ (ರೈಸಿಂಗ್ ಮೇನ್ ಪೈಪ್‌ಲೈನ್) ಅಳವಡಿಸುವುದು. 9749 25.10 50200/- 90 ದಿನಗಳು 3ನೇ ದರ್ಜೆ ಹಾಗೂ ಮೇಲ್ಪಟ್ಟು GENERAL <box>780 1662 1510 1697</box>
ad-body2: ಟೆಂಡರ್ ನಮೂನೆಗಳನ್ನು https://kppp.karnataka.gov.in ಅಂತರ್ಜಾಲದಲ್ಲಿ ದಿನಾಂಕ 27.01.2026 ರಿಂದ ದಿನಾಂಕ 11.02.2026 ರಂದು ಸಂಜೆ 4.30 ಗಂಟೆವರೆಗೆ ಡೌನ್ ಲೋಡ್ ಮಾಡಿಕೊಂಡು ಅವಶ್ಯ ಮಾಹಿತಿ ಹಾಗೂ ನಿಗದಿತ ಇ.ಎಂ.ಡಿ. ಯೊಂದಿಗೆ ದಿನಾಂಕ: 11-02-2026 ರ 16.30 ಗಂಟೆಯವರಗೆ ಸ್ವೀಕರಿಸಲಾಗುವುದು. ಕಾಮಗಾರಿಯ ತಾಂತ್ರಿಕ ಬಿಡ್‌ನ್ನು ಆನ್ ಲೈನ್‌ನಲ್ಲಿ ದಿನಾಂಕ: 12-02-2026 ರಂದು 17.30 ಗಂಟೆಗೆ ತೆರೆಯಲಾಗುವುದು. ಈ ಕುರಿತು ತಿದ್ದುಪಡಿಗಳೇನಾದರೂ ಇದ್ದಲ್ಲಿ ತಿದ್ದುಪಡಿಯನ್ನು (https://kppp.karnataka.gov.in) ವೆಬ್ ಸೈಟ್‌ನಲ್ಲಿ ಮಾತ್ರ ಪ್ರಕಟಿಸಲಾಗುವುದು. ಟೆಂಡರನ್ನು ಯಾವುದೇ ಕಾರಣ ನೀಡದೇ ತಿರಸ್ಕರಿಸುವ ಹಕ್ಕನ್ನು ಕಾಯ್ದಿರಿಸಲಾಗಿದೆ. ಹೆಚ್ಚಿನ ವಿವರಗಳನ್ನು ಈ ಕಛೇರಿ ವೇಳೆಯಲ್ಲಿ ಖುದ್ದಾಗಿ ಪಡೆಯಬಹುದಾಗಿರುತ್ತದೆ. ಕಛೇರಿ ದೂರವಾಣಿ ಸಂಖ್ಯೆ 08392-266173. <box>31 1336 391 1450</box>
ad-title2: ತಾಲೂಕು ಸಾರ್ವಜನಿಕ ಆಸ್ಪತ್ರೆ, ಕಾರ್ಕಳ, ಉಡುಪಿ ಜಿಲ್ಲೆ-574104 <box>816 125 1092 141</box>
signature: ಸಹಿ/- ಕಾರ್ಯಪಾಲಕ ಅಭಿಯಂತರರು, ಲೋಕೋಪಯೋಗಿ ಇಲಾಖೆ, ವಿಭಾಗ, ಗದಗ <box>1359 642 1510 669</box>
office-line2: ನಿಯಮಿತ, ದಂಡಾವತಿ ಜಲಾಶಯ ಯೋಜನಾ ವಿಭಾಗ, ಶಿಕಾರಿಪುರ <box>488 980 734 994</box>
ad-body: ಕರ್ನಾಟಕ ರಾಜ್ಯಪಾಲರ ಪರವಾಗಿ ಪಂಚಾಯತ್‌ರಾಜ್ ಇಂಜಿನಿಯರಿಂಗ್ ಇಲಾಖೆಯಲ್ಲಿ ನೊಂದಾಯಿತ ಅರ್ಹ ಗುತ್ತಿಗೆದಾರರಿಂದ ಪಂ.ರಾ.ಇಂ. ವಿಭಾಗ, ಬಳ್ಳಾರಿ ವ್ಯಾಪ್ತಿಯ 2024-25 ನೇ ಸಾಲಿನ 5054 ಮಳೆ ಪರಿಹಾರ ಕಾರ್ಯಕ್ರಮ ಯೋಜನೆ, 2024-25 ನೇ ಸಾಲಿನ ಶ್ರೀ ಈರಣ್ಣ ಮಾನ್ಯ ರಾಜ್ಯ ಸದಸ್ಯರು ಸಂಸದರು ಸ್ಥಳೀಯ ಪ್ರದೇಶಾಭಿವೃದ್ಧಿ ಯೋಜನೆ, 2024-25 ನೇ ಸಾಲಿನ ಮುಖ್ಯ ಮಂತ್ರಿಗಳ ವಿಶೇಷ ಯೋಜನೆ, 2025-26 ನೇ ಸಾಲಿನ ಸಮಾಜ ಕಲ್ಯಾಣ ಇಲಾಖೆ ಡಾ. ಬಿ.ಆರ್. ಅಂಬೇಡ್ಕರ್ ಭವನಗಳ ನಿರ್ಮಾಣ ಒಟ್ಟು 11 ಕಾಮಗಾರಿಗಳಿಗೆ ಇ-ಪ್ರೊಕ್ಯೂರ್‌ಮೆಂಟ್ (ಕೆ.ಪಿ.ಪಿ.ಪಿ. ಪೋರ್ಟಲ್) ಮುಖಾಂತರ ಐಟಂವಾರು ದರಗಳಲ್ಲಿ ಟೆಂಡರು ಅಹ್ವಾನಿಸಿದೆ. ಕಾಮಗಾರಿಗಳ ಇಂಡೆಂಟ್ ಸಂಖ್ಯೆ- <box>31 1032 391 1131</box>
rubber-header: ರಬ್ಬರ್ ಧಾರಣೆ : ಗ್ರೇಡ್ <box>590 261 747 279</box>
phone-line: Phone No: 08372-238782 Fax No. 08372-237268 <box>1199 142 1468 156</box>
ad-title1: ಕಾರ್ಯಪಾಲಕ ಇಂಜಿನೀಯರರವರ ಕಛೇರಿ <box>1039 982 1250 1001</box>
signature: ಸಹಿ/- ಕಾರ್ಯನಿರ್ವಾಹಕ ಅಧಿಕಾರಿ, ತಾಲೂಕ ಪಂಚಾಯತ, ಸವಣೂರ <box>1008 806 1128 833</box>
ad-title3: ತಾಲೂಕ ಪಂಚಾಯತ ಕಾರ್ಯಾಲಯ ಸವಣೂರ <box>855 508 1053 524</box>
notice-bar: ಟೆಂಡರ ಪ್ರಕಟಣೆ ಇ-ಪ್ರೊಕ್ಯೂರ್‌ಮೆಂಟ್" ಮೂಲಕ <box>770 1059 1519 1080</box>
phone-line: Phone : 9480868125 E-Mail : apodeotsvn@gmail.com <box>802 526 1105 540</box>
govt-line: ಕರ್ನಾಟಕ ಸರ್ಕಾರ <box>1301 93 1366 107</box>
table-row: 12 ಶಹಾಪೂರ ತಾಲೂಕಿನ ಉಕ್ಕಿನಾಳ ರಾಮಚಂದ್ರ ನಾಯಕ ತಾಂಡಾದಲ್ಲಿ ಪೈಪ್‌ಲೈ‌ನ್ ಅಳವಡಿಸುವುದು. 9748 30.00 60000/- 90 ದಿನಗಳು 3ನೇ ದರ್ಜೆ ಹಾಗೂ ಮೇಲ್ಪಟ್ಟು GENERAL <box>780 1628 1510 1662</box>
issue-date: 30 ಜನವರಿ 2026 <box>966 49 1063 65</box>
market-row: ಹೊಸ ಅಡಿಕೆ : 260 - 460 <box>423 154 581 172</box>
table-row: 9 ಶಹಾಪೂರ ತಾಲೂಕಿನ ಹೊಸಕೇರಾ ಗ್ರಾಮದಲ್ಲಿ ಪೈಪ್‌ಲೈನ್ ಅಳವಡಿಸುವುದು 9744 15.00 37500/- 90 ದಿನಗಳು 4ನೇ ದರ್ಜೆ ಹಾಗೂ ಮೇಲ್ಪಟ್ಟು GENERAL <box>780 1526 1510 1560</box>
ref-number2: ವಾಸಾಸಂಇ/ಧಾ/ಕೆಎಸ್‌ಎಂಸಿಎ/1157/2025-26 <box>425 792 576 803</box>
ref-number: ನಂ:ಕಾನಿಇಂಗಃಲೋಇಃಪಿಬಿ-1,2,3:ವಿವಿಧ:2025-26/4743 <box>1157 174 1364 186</box>
knnl-logo-icon: 〰 <box>425 935 469 979</box>
notification-line: ಅಧಿಸೂಚನೆ ಸಂಖ್ಯೆ: ಸಸಾಆಕಾ/152/25-26 ದಿ: 20-01-2026 <box>828 218 1079 232</box>
date-line: ದಿನಾಂಕ : 27-01-2026 <box>1039 556 1128 568</box>
govt-line: ಕರ್ನಾಟಕ ಸರ್ಕಾರ <box>178 93 244 107</box>
ad-body1: ಕರ್ನಾಟಕ ರಾಜ್ಯಪಾಲರ ಪರವಾಗಿ ಈ ಕೆಳಗೆ ಸಹಿ ಮಾಡಿದ ಅಧಿಕಾರಿಯವರಿಂದ ಲೋಕೋಪಯೋಗಿ ಇಲಾಖೆ ಗದಗ ವಿಭಾಗದಡಿ ವಿವಿಧ ಲೆಕ್ಕ ಶೀರ್ಷಿಕೆ ಅನುದಾನದ ಆಡಿಯಲ್ಲಿಯ ಒಟ್ಟು 2610.00 ಲಕ್ಷ ಮೊತ್ತದಲ್ಲಿ ಒಟ್ಟು 28 ಕಾಮಗಾರಿಗೆ (ಕನಿಷ್ಠ ಮೊತ್ತ ರೂ. 5.00 ಲಕ್ಷ ಹಾಗೂ ಗರಿಷ್ಠ ಮೊತ್ತ ರೂ. 100.00 ಲಕ್ಷ) ಕೆಪಿಪಿ (kppp) ನಲ್ಲಿ ನೊಂದಣಿ ಮಾಡಿಸಿದ ಲೋಕೋಪಯೋಗಿ ಇಲಾಖೆಯ ಅರ್ಹ ಗುತ್ತಿಗೆದಾರರಿಂದ ಕೆಪಿಪಿ (kppp) ಸ್ಟಾಂಡರ್ಡ್ ಬಿಡ್ ಡಾಕುಮೆಂಟ್ ಕೆ ಡಬ್ಲ್ಯೂ-1 ಹಾಗೂ 3, ರ ಪ್ರಕಾರ ಐಟಂವಾರು ಟೆಂಡರ್‌ಗಳನ್ನು ಆಹ್ವಾನಿಸಲಾಗಿದೆ. ಸಂಪೂರ್ಣ ವಿವರಗಳಿಗಾಗಿ ಅಂತರ್ ಜಾಲ ವಿಳಾಸ : http : //www.kppp.Karnataka.gov.in/ದಲ್ಲಿ ನೋಡಿಕೊಳ್ಳಬಹುದು. <box>1157 231 1510 331</box>
masthead-logo-icon: ಹ <box>88 47 109 68</box>
ad-title3: ಎದುರಿಗೆ, ಪಿ.ಬಿ.ರಸ್ತೆ, ಧಾರವಾಡ-580008 <box>119 394 303 411</box>
ad-body1: ಕರ್ನಾಟಕ ಸರ್ಕಾರದ ಮಾನ್ಯ ರಾಜ್ಯಪಾಲರ ಪರವಾಗಿ ಸ್ಟ್ಯಾಂಡರ್ಡ ಟೆಂಡರ್ ಡಾಕುಮೆಂಟ ಕೆ.ಡಬ್ಲ್ಯೂ- 1 , 2 & 3 ಹಾಗೂ ಕರ್ನಾಟಕ ಸಾರ್ವಜನಿಕ ಸಂಗ್ರಹಣೆಗಳಲ್ಲಿ ಪಾರದರ್ಶಕತೆ ನಿಯಮಗಳು, G.O.No.FD 9 PCL 2004 Dt:06.08.2005 ಹಾಗೂ ಇತ್ತಿಚ್ಚಿನ ತಿದ್ದುಪಡಿ ನಿಬಂಧನೆಗೊಳಪಟ್ಟಂತೆ, ಕಾರ್ಯಪಾಲಕ ಇಂಜಿನೀಯರರು, ಗ್ರಾಮೀಣ ಕುಡಿಯುವ ನೀರು ಮತ್ತು ನೈರ್ಮಲ್ಯ ವಿಭಾಗ, ಯಾದಗಿರಿ ಇವರು 2025-26 ನೇ ಸಾಲಿನ KKRDB (Micro) ಯೋಜನೆಯಡಿಯಲ್ಲಿ ಕಾಮಗಾರಿಗಳ ಟೆಂಡರ್ ಪ್ರಕಟಣೆಯನ್ನು ಇ-ಪ್ರೊಕ್ಯೂರ್‌ಮೆಂಟ್ ಫೋರ್ಟಲ್‌ನಲ್ಲಿ ನೊಂದಣಿ ಮಾಡಿದ ಅರ್ಹ ಗುತ್ತಿಗೆದಾರರುಗಳಿಂದ ನಿಶ್ಚಿತ ಕಾಮಗಾರಿಗಳ ಹೆಸರನ್ನು ನಮೂದಿಸಿ ಐಟಂವಾರು ಟೆಂಡರಗಳನ್ನು ಇ-ಪ್ರೊಕ್ಯೂರ್‌ಮೆಂಟ್ ಮೂಲಕ ಕರೆಯಲಾಗಿದೆ. ವಿವರ ಈ ಕೆಳಗಿನಂತಿವೆ. <box>779 1084 1510 1139</box>
ad-title2: ಲೋಕೋಪಯೋಗಿ ಇಲಾಖೆ ವಿಭಾಗ ಗದಗ <box>1245 125 1423 141</box>
market-row: ಹೊಸ ಕರಿಗೋಟು : 235 - 265 <box>423 345 581 363</box>
table-row: 8 ಶಹಾಪೂರ ತಾಲೂಕಿನ ತುಮಕೂರು ಗ್ರಾಮದ ಸರ್ಕಾರಿ ಹಿರಿಯ ಪ್ರಾಥಮಿಕ ಶಾಲೆಗೆ ಶುದ್ಧ ಕುಡಿಯುವ ನೀರಿನ ಘಟಕ (RO Plant) ಮತ್ತು ಕಟ್ಟಡ ನಿರ್ಮಾಣ 9741 15.00 37500/- 90 ದಿನಗಳು 4ನೇ ದರ್ಜೆ ಹಾಗೂ ಮೇಲ್ಪಟ್ಟು CAT-II(A) <box>780 1491 1510 1526</box>
govt-line: ಕರ್ನಾಟಕ ಸರ್ಕಾರ <box>921 460 986 473</box>
work-indent-item: 4.RDPR/2025-26/BD/WORK_INDENT23205 <box>31 1189 282 1204</box>
ad-karkala-hospital <box>770 86 1138 445</box>
ad-subtitle: (ಕರ್ನಾಟಕ ಸರ್ಕಾರದ ಉದ್ಯಮ) <box>558 415 664 427</box>
ad-title3: ಪಂಚಾಯತ್ ರಾಜ್ ಇಂಜಿನಿಯರಿಂಗ್ ವಿಭಾಗ, ಬಳ್ಳಾರಿ. <box>95 950 327 966</box>
email-line: ಇ-ಮೇಲ್ : dcf_dwd@yahoo.co.in <box>123 428 299 441</box>
dept-line: ಕರ್ನಾಟಕ ಅರಣ್ಯ ಇಲಾಖೆ <box>163 346 259 360</box>
notice-bar: ಇ-ಟೆಂಡರ್ ಪ್ರಕಟಣೆ <box>770 574 1137 595</box>
ad-body1: ಮಾನ್ಯ ವ್ಯವಸ್ಥಾಪಕ ನಿರ್ದೇಶಕರು, ಕರ್ನಾಟಕ ನೀರಾವರಿ ನಿಗಮ ನಿಯಮಿತ ಬೆಂಗಳೂರು ಇವರ ಪರವಾಗಿ ಕಾರ್ಯಪಾಲಕ ಇಂಜಿನೀಯರರು, ಕನೀನಿನಿ ದಂಡಾವತಿ ಜಲಾಶಯ ಯೋಜನಾ ವಿಭಾಗ ಶಿಕಾರಿಪುರ ಇವರಿಂದ KPWD Class-IV & above ದರ್ಜೆಯ ಗುತ್ತಿಗೆದಾರರಿಂದ (ಕ್ರಮ ಸಂಖ್ಯೆ 01 ಮತ್ತು 02 ರ ಕಾಮಗಾರಿಗೆ Category I, ಕ್ರಮ ಸಂಖ್ಯೆ 03 ಮತ್ತು 04 ರ ಕಾಮಗಾರಿಗೆ Category II A ಗುತ್ತಿಗೆದಾರರು ಹಾಗೂ ಕ್ರಮ ಸಂಖ್ಯೆ 05 ರಿಂದ 08 ರ ವರೆಗಿನ ಕಾಮಗಾರಿಗಳಿಗೆ ST Category ಗುತ್ತಿಗೆದಾರರು ಮತ್ತು ಕ್ರಮ ಸಂಖ್ಯೆ 09 ರಿಂದ 12 ರ ವರೆಗಿನ ಕಾಮಗಾರಿಗಳಿಗೆ SC Category ಗುತ್ತಿಗೆದಾರರು ಮಾತ್ರ ಭಾಗವಹಿಸತಕ್ಕದ್ದು) ಕೆ.ಪಿ.ಪಿ-ಪ್ರಕ್ಯೂರ್‌ಮೆಂಟ್ ಮೂಲಕ ದ್ವಿ ಟೆಂಡರ ದಾಖಲೆ ಪದ್ಧತಿಯಡಿ ಟೆಂಡರ್ ಆಹ್ವಾನಿಸಲಾಗಿದೆ. <box>425 1080 746 1209</box>
date-line: ದಿನಾಂಕ:29/01/2026 <box>663 505 746 517</box>
ad-knnl-byahatti <box>415 390 756 917</box>
date-line: ದಿನಾಂಕ 27-01-2026 <box>308 988 391 1000</box>
ad-body3: 1) ಟೆಂಡರ್‌ನಲ್ಲಿ ಭಾಗವಹಿಸಬಹುದಾದ ದಿನಾಂಕ: 30-01-2026 ರಿಂದ 07-02-2026 ಸಂಜೆ 5.30 ರವರೆಗೆ 2) ಟೆಂಡರ್ ಸ್ಪಷ್ಟಿಕರಣಕ್ಕೆ ಕೊನೆಯ ದಿನಾಂಕ 06-02-2026 ಸಂಜೆ 5.30 ರ ವರೆಗೆ 3) ತಾಂತ್ರಿಕ ಬಿಡ್‌ನ್ನು ತೆರೆಯುವ ದಿನಾಂಕ: 09-02-2026 ಬೆಳಗ್ಗೆ 11.00 ಆರ್ಥಿಕ ಬಿಡ್‌ನ್ನು ತಾಂತ್ರಿಕ ಬಿಡ್ ಅನುಮೋದನೆಯಾದ ನಂತರ ಗಂಟೆಗೆ. ತೆರೆಯಲಾಗುವುದು. <box>425 1260 746 1317</box>
work-indent-part1: Work Indent No : Part : 1 : 32751, 32754, 32755- Category-2A, 32757, 32758- Category-2A, 32759, 32761, 32763-SC, 32764 SC, 32765 SC, 32770, 32771-ST, 32772, 32773-SC, 32774, 32775, 32776, 32777, 32778, 32779, 32780 - Category-2A, 32781-Category-I,32782, 32783-SC, 32784 - Category-2A, and 32785, <box>1157 337 1510 407</box>
market-row: ಹಳೆ ಪಟೋರ : 390 - 420 <box>423 238 581 256</box>
market-row: ಚೋಲ್ ಅಡಿಕೆ : 505 - 535 <box>423 175 581 193</box>
ad-title2: ಪ್ರಾದೇಶಿಕ ವಿಭಾಗ, ಧಾರವಾಡ, "ಅರಣ್ಯ ಸಂಕೀರ್ಣ ಕೆ.ಸಿ.ಪಾರ್ಕ <box>81 377 342 393</box>
ad-body2: ಕಾಮಗಾರಿಯ ಅಂದಾಜು ಮೊತ್ತ : ರೂ. 100.00 ಲಕ್ಷಗಳು ಇ.ಎಂ.ಡಿ ಮೊತ್ತ : ರೂ. 1,70,000/- ಇ-ಪೋರ್ಟಲ್ ಮೂಲಕ ಟೆಂಡರಗಳನ್ನು ದಿನಾಂಕ : 07-02-2026 ರ 4.00 pm ತನಕ ಸಲ್ಲಿಸಬಹುದಾಗಿದೆ. ತಾಂತ್ರಿಕ ಬಿಡ್ ತೆರೆಯುವ ದಿನಾಂಕ : 09-02-2026 ರಂದು ಮುಂಜಾನೆ : 11.00 am ರಿಂದ ಹಾಗೂ ಕಾಮಗಾರಿವಾರು ಇತರೆ ವಿವರಗಳನ್ನು ದಿನಾಂಕ : 30-01-2026 ರಿಂದ ಇ-ಪ್ರೊಕ್ಯೂರ್‌ಮೆಂಟ ಪೋರ್ಟಲ್ ವೆಬ್‌ಸೈಟ ಮುಖೇನ http://kppp.karnataka.gov.in ಮೂಲಕ ಪಡೆಯಬಹುದಾಗಿದೆ. ಹೆಚ್ಚಿನ ಮಾಹಿತಿಗಾಗಿ ಈ ಕಚೇರಿ ದೂರವಾಣಿ ಸಂಖ್ಯೆ 0836-2315225 ನ್ನು ಕಚೇರಿಯ ವೇಳೆಯಲ್ಲಿ ಸಂಪರ್ಕಿಸಬಹುದಾಗಿದೆ. <box>425 645 746 759</box>
signature-place: ಬ್ಯಾಹಟ್ಟಿ <box>717 790 746 802</box>
market-row: ಹಳೆ ಕೋಕಾ : 345 - 365 <box>423 323 581 342</box>
market-right-col <box>589 151 747 368</box>
table-row: 15 ಶಹಾಪೂರ ತಾಲೂಕಿನ ಶೆಟ್ಟಿಕೇರಾ ಗ್ರಾಮದ ಎಸ್.ಸಿ ವಾರ್ಡಿನಲ್ಲಿ ಓ.ಹೆಚ್.ಟಿ ಟ್ಯಾಂಕ್ ನಿರ್ಮಾಣ ಮತ್ತು ಪೈಪ್‌ಲೈನ್ ಅಳವಡಿಸುವುದು. 9747 60.00 120000/- 120 ದಿನಗಳು 3ನೇ ದರ್ಜೆ ಹಾಗೂ ಮೇಲ್ಪಟ್ಟು GENERAL <box>780 1730 1510 1765</box>
part2-dates: ಮೇಲಿನ ಕಾಮಗಾರಿಗಳ ಕಾಮಗಾರಿಯ ಟೆಂಡರ ಏವರ ಪ್ರಶ್ನೋತ್ತರ ದಿನಾಂಕ : 07-02-2026 ಟೆಂಡರ್ ಸಲ್ಲಿಸಲು ಕೊನೆಯ ದಿನಾಂಕ : 09-02-2026 ಮಧ್ಯಾಹ್ನ 4.00 ಘಂಟೆಯ ವರೆಗೆ, ತಾಂತ್ರಿಕ/ ಆರ್ಥಿಕ ಬಿಡ್ ತೆರೆಯುವ ದಿನಾಂಕ : 10-02-2026 <box>1157 476 1510 517</box>
process-dates: 1. ಟೆಂಡರ್ ಡಾಕುಮೆಂಟ್ಸ್‌ಗಳನ್ನು ವೆಬ್‌ಸೈಟಿನಲ್ಲಿ: ನೋಡಿಕೊಳ್ಳುವ/ ಡೌನ್ ಲೋಡ್ ಮಾಡಿಕೊಳ್ಳೂವ ದಿನಾಂಕ : 22/01/2026. ಸಮಯ : ಬೆಳಿಗ್ಗೆ 11.00 ಗಂಟೆಯ ನಂತರ 2) ಆನ್ ಲೈನ್‌ಲ್ಲಿ ಭರ್ತಿ ಮಾಡಿದ ಟೆಂಡರ್ ಬಿಡ್‌ಗಳನ್ನು ಸ್ವೀಕರಿಸುವ ಕೊನೆಯ ದಿನಾಂಕ : 31/01/2026. ಸಮಯ ಸಾಯಂಕಾಲ 4.30 ಗಂಟೆಯ ವರೆಗೆ 3) ತಾಂತ್ರಿಕ ಬಿಡ್ ತೆರೆಯುವ ದಿನಾಂಕ : 02/02/2026 ಸಮಯ : ಬೆಳಿಗ್ಗೆ 11.00 ಗಂಟೆಯ ನಂತರ 4) ಆರ್ಥಿಕ ಬಿಡ್ ತೆರೆಯುವ ದಿನಾಂಕ : 05/02/2026 ಸಮಯ : ಬೆಳಿಗ್ಗೆ 11.00 ಗಂಟೆಯ ನಂತರ <box>779 1157 1510 1198</box>
notice-bar: ಅಲ್ಪಾವಧಿ ಮರು ಇ-ಟೆಂಡರು ಪ್ರಕಟಣೆ <box>770 147 1137 168</box>
kbjnl-logo-icon: 〰 <box>31 1627 81 1677</box>
process-cell: DTS, ನೋಡುವ/ ಸಲ್ಲಿಸುವ ದಿನಾಂಕ: 29.01.2026 ರಿಂದ 05.02.2026 ರ ಸಂಜೆ 4.30 ರ ವರೆಗೆ ಹಾಗೂ ಬಿಡ್ಡನ್ನು ದಿನಾಂಕ : 07.02.2026 ರಂದು 11.00 ಗಂಟೆಗೆ ತೆರೆಯಲಾಗುವುದು <box>596 1802 747 1939</box>
ad-title: ಜಿಲ್ಲಾ ಪಂಚಾಯತ್, ಬಳ್ಳಾರಿ. <box>173 916 296 933</box>
ad-body: ವ್ಯವಸ್ಥಾಪಕ ನಿರ್ದೇಶಕರು, ಕನೀನಿನಿ, ಬೆಂಗಳೂರು ರವರ ಪರವಾಗಿ ಕಾರ್ಯನಿರ್ವಾಹಕ ಇಂಜಿನೀಯರ್ ಕನೀನಿನಿ, ಮಬದಕಾನಿ ವಿಭಾಗ ಸಂ.3, ಬ್ಯಾಹಟ್ಟಿ ವ್ಯಾಪ್ತಿಯ 4701 ಆಡಿ ಈ ಕೆಳಗೆ ನಮೂದಿಸಿರುವ ಇಂಡೆಂಟ ನಂಬರಿನ 01 ಕಾಮಗಾರಿಗೆ ಶೇಕಡಾವಾರು ಟೆಂಡರನ್ನು ದ್ವಿಲಕೋಟೆ ಪದ್ದತಿಯಲ್ಲಿ ಇ-ಪ್ರೋಕ್ಯೂರಮೆಂಟ ಮೂಲಕ ಆಹ್ವಾನಿಸಲಾಗಿದೆ. <box>425 566 746 622</box>
masthead-name: ಹೊಸ ದಿಗಂತ <box>114 47 197 67</box>
mode-line: (ದ್ವಿ ಟೆಂಡರ್ ದಾಖಲೆ & ಕೆ.ಪಿ.ಪಿ.ಪೋರ್ಟಲ್‌ನಲ್ಲಿ ಮಾತ್ರ) <box>477 1061 694 1076</box>
ref-number: ಕಡತ ಸಂಖ್ಯೆ: ಎ2/ಬಿಜಿಟಿ/ ಡಿ.ಡಿ.ಎಫ್/ ಸಿಆರ್-56/2025-26 <box>32 443 241 456</box>
table-row: 11 ಶಹಾಪೂರ ತಾಲೂಕಿನ ಸಲ್ದಾಪೂರ ಗ್ರಾಮದ ಏರು ಕೋಳವೆ ಮಾರ್ಗ (ರೈಸಿಂಗ್ ಮೇನ್ ಪೈಪ್‌ಲೈನ್) ಅಳವಡಿಸುವುದು. 9743 30.00 60000/- 90 ದಿನಗಳು 3ನೇ ದರ್ಜೆ ಹಾಗೂ ಮೇಲ್ಪಟ್ಟು GENERAL <box>780 1594 1510 1629</box>
ad-body2: (1) E-Tender Number: RDPR/2025-26/IND13278 Dated : 27-01-2026 (2) ಟೆಂಡರಿಗಿಟ್ಟ ಅಂದಾಜು ಮೊತ್ತ ರೂ. 115.00 ಲಕ್ಷಗಳು (3) E.M.D ಮೊತ್ತ ರೂ. ಇ-ಪೋರ್ಟಲ್‌ನಲ್ಲಿರುವಂತೆ. (4) ಟೆಂಡರ ದಾಖಲೆಗಳನ್ನು ಇ-ಪ್ರೋಕ್ಯೂರಮೆಂಟ್‌ನಿಂದ ಡೌನ್‌ಲೋಡ್ ಮಾಡಿಕೊಂಡು ದಿ : 11-02-2026 ಸಂಜೆ 4.00 ರವರೆಗೆ ಟೆಂಡರ್‌ಗಳನ್ನು ಸಲ್ಲಿಸಬಹುದು. (5) ಇ-ಪ್ರೋಕ್ಯೂರಮೆಂಟ್ ಪೋರ್ಟಲ್‌ನಲ್ಲಿ ಟೆಂಡರಾನ ತಾಂತ್ರಿಕ ಬಿಡ್ ತೆರೆಯುವ ದಿ : 13-02-2026 (6) ಇ-ಪ್ರೋಕ್ಯೂರಮೆಂಟ್ ಪೋರ್ಟಲ್‌ನಲ್ಲಿ ಟೆಂಡರ್‌ನ ಆರ್ಥಿಕ ಬಿಡ್ ತೆರೆಯುವ ದಿ : 18-02-2026 <box>779 673 1128 757</box>
ad-knnl-shikaripur <box>415 925 756 1606</box>
edition-badge: ಮಂಗಳೂರು <box>1299 42 1499 73</box>
